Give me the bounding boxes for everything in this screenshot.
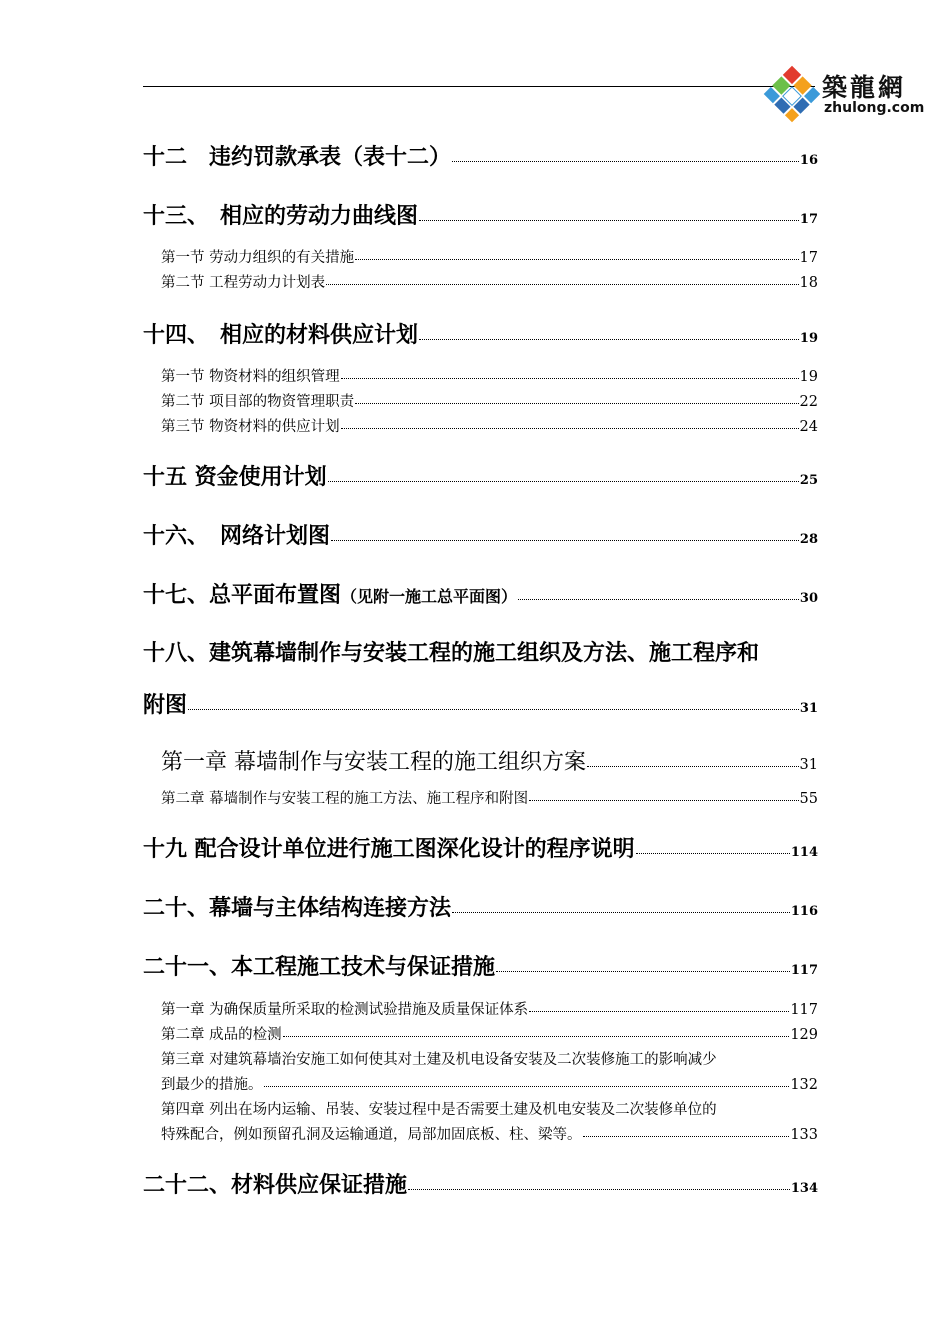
- toc-entry[interactable]: [143, 1168, 818, 1199]
- leader-dots: [355, 259, 798, 260]
- leader-dots: [419, 220, 799, 221]
- toc-entry-page: 19: [799, 369, 818, 385]
- toc-entry-title: 十九 配合设计单位进行施工图深化设计的程序说明: [143, 836, 635, 862]
- leader-dots: [452, 912, 790, 913]
- toc-subentry[interactable]: [161, 246, 818, 267]
- toc-entry-page: 30: [799, 591, 818, 606]
- toc-entry-page: 55: [799, 791, 818, 807]
- toc-entry[interactable]: [143, 199, 818, 230]
- toc-entry-page: 28: [799, 532, 818, 547]
- leader-dots: [283, 1036, 790, 1037]
- toc-entry-title: 二十一、本工程施工技术与保证措施: [143, 954, 496, 980]
- logo-english-text: zhulong.com: [824, 100, 925, 116]
- leader-dots: [636, 853, 790, 854]
- toc-entry-page: 22: [799, 394, 818, 410]
- toc-entry-page: 31: [799, 757, 818, 773]
- toc-entry-title: [143, 578, 517, 609]
- toc-entry-title: 第二节 项目部的物资管理职责: [161, 394, 355, 410]
- toc-entry-page: 133: [790, 1127, 818, 1143]
- toc-entry[interactable]: [143, 140, 818, 171]
- toc-entry[interactable]: [143, 688, 818, 719]
- toc-entry-title: 十六、 网络计划图: [143, 523, 331, 549]
- toc-entry-page: 117: [790, 1002, 818, 1018]
- toc-subentry[interactable]: [161, 787, 818, 808]
- toc-entry-title-line1[interactable]: 十八、建筑幕墙制作与安装工程的施工组织及方法、施工程序和: [143, 640, 760, 666]
- toc-entry-title: 第一章 为确保质量所采取的检测试验措施及质量保证体系: [161, 1002, 529, 1018]
- toc-entry-page: 25: [799, 473, 818, 488]
- toc-entry-title: 第二章 幕墙制作与安装工程的施工方法、施工程序和附图: [161, 791, 529, 807]
- toc-entry-title: 二十、幕墙与主体结构连接方法: [143, 895, 452, 921]
- toc-entry-title-line2: 到最少的措施。: [161, 1077, 263, 1093]
- toc-entry-page: 18: [799, 275, 818, 291]
- toc-entry-title: 第二节 工程劳动力计划表: [161, 275, 326, 291]
- toc-entry-title: 第二章 成品的检测: [161, 1027, 282, 1043]
- toc-entry-title: 十三、 相应的劳动力曲线图: [143, 203, 419, 229]
- toc-subentry[interactable]: [161, 745, 818, 776]
- toc-entry-title-line2: 附图: [143, 692, 188, 718]
- toc-entry-page: 116: [790, 904, 818, 919]
- leader-dots: [452, 161, 799, 162]
- leader-dots: [529, 800, 798, 801]
- toc-entry-page: 114: [790, 845, 818, 860]
- toc-entry[interactable]: [143, 578, 818, 609]
- toc-subentry[interactable]: [161, 1123, 818, 1144]
- toc-entry[interactable]: [143, 318, 818, 349]
- toc-subentry[interactable]: [161, 1073, 818, 1094]
- leader-dots: [341, 428, 799, 429]
- toc-entry-page: 129: [790, 1027, 818, 1043]
- toc-subentry[interactable]: [161, 1023, 818, 1044]
- toc-entry-title-line2: 特殊配合，例如预留孔洞及运输通道，局部加固底板、柱、梁等。: [161, 1127, 582, 1143]
- toc-entry[interactable]: [143, 519, 818, 550]
- toc-entry-page: 132: [790, 1077, 818, 1093]
- toc-entry-page: 19: [799, 331, 818, 346]
- leader-dots: [328, 481, 799, 482]
- leader-dots: [188, 709, 799, 710]
- leader-dots: [331, 540, 799, 541]
- toc-entry-page: 117: [790, 963, 818, 978]
- toc-entry-title: 第一节 劳动力组织的有关措施: [161, 250, 355, 266]
- leader-dots: [419, 339, 799, 340]
- leader-dots: [529, 1011, 789, 1012]
- toc-entry-title: 第一章 幕墙制作与安装工程的施工组织方案: [161, 750, 586, 775]
- zhulong-logo-icon: [762, 64, 822, 124]
- toc-subentry[interactable]: [161, 271, 818, 292]
- toc-entry[interactable]: [143, 832, 818, 863]
- leader-dots: [518, 599, 799, 600]
- toc-entry[interactable]: [143, 950, 818, 981]
- leader-dots: [587, 766, 799, 767]
- toc-entry-title: 二十二、材料供应保证措施: [143, 1172, 408, 1198]
- toc-entry-page: 31: [799, 701, 818, 716]
- leader-dots: [496, 971, 790, 972]
- leader-dots: [408, 1189, 790, 1190]
- toc-entry[interactable]: [143, 460, 818, 491]
- toc-entry-title: 十二 违约罚款承表（表十二）: [143, 144, 452, 170]
- leader-dots: [264, 1086, 790, 1087]
- leader-dots: [341, 378, 799, 379]
- toc-entry-title: 第三节 物资材料的供应计划: [161, 419, 340, 435]
- toc-subentry-title-line1[interactable]: 第四章 列出在场内运输、吊装、安装过程中是否需要土建及机电安装及二次装修单位的: [161, 1102, 717, 1118]
- toc-subentry[interactable]: [161, 390, 818, 411]
- toc-entry-page: 16: [799, 153, 818, 168]
- logo-chinese-text: 築龍網: [822, 73, 907, 102]
- toc-entry-title: 十五 资金使用计划: [143, 464, 327, 490]
- toc-entry-page: 134: [790, 1181, 818, 1196]
- toc-entry[interactable]: [143, 891, 818, 922]
- toc-subentry[interactable]: [161, 998, 818, 1019]
- leader-dots: [355, 403, 798, 404]
- toc-subentry[interactable]: [161, 415, 818, 436]
- zhulong-logo: [762, 64, 925, 124]
- header-rule: [143, 86, 815, 87]
- leader-dots: [583, 1136, 790, 1137]
- toc-entry-page: 17: [799, 212, 818, 227]
- toc-entry-title: 十四、 相应的材料供应计划: [143, 322, 419, 348]
- toc-subentry[interactable]: [161, 365, 818, 386]
- toc-entry-title: 第一节 物资材料的组织管理: [161, 369, 340, 385]
- toc-entry-page: 24: [799, 419, 818, 435]
- toc-subentry-title-line1[interactable]: 第三章 对建筑幕墙治安施工如何使其对土建及机电设备安装及二次装修施工的影响减少: [161, 1052, 717, 1068]
- toc-entry-title-main: 十七、总平面布置图: [143, 582, 342, 608]
- toc-entry-page: 17: [799, 250, 818, 266]
- toc-entry-title-note: （见附一施工总平面图）: [341, 587, 518, 606]
- leader-dots: [326, 284, 798, 285]
